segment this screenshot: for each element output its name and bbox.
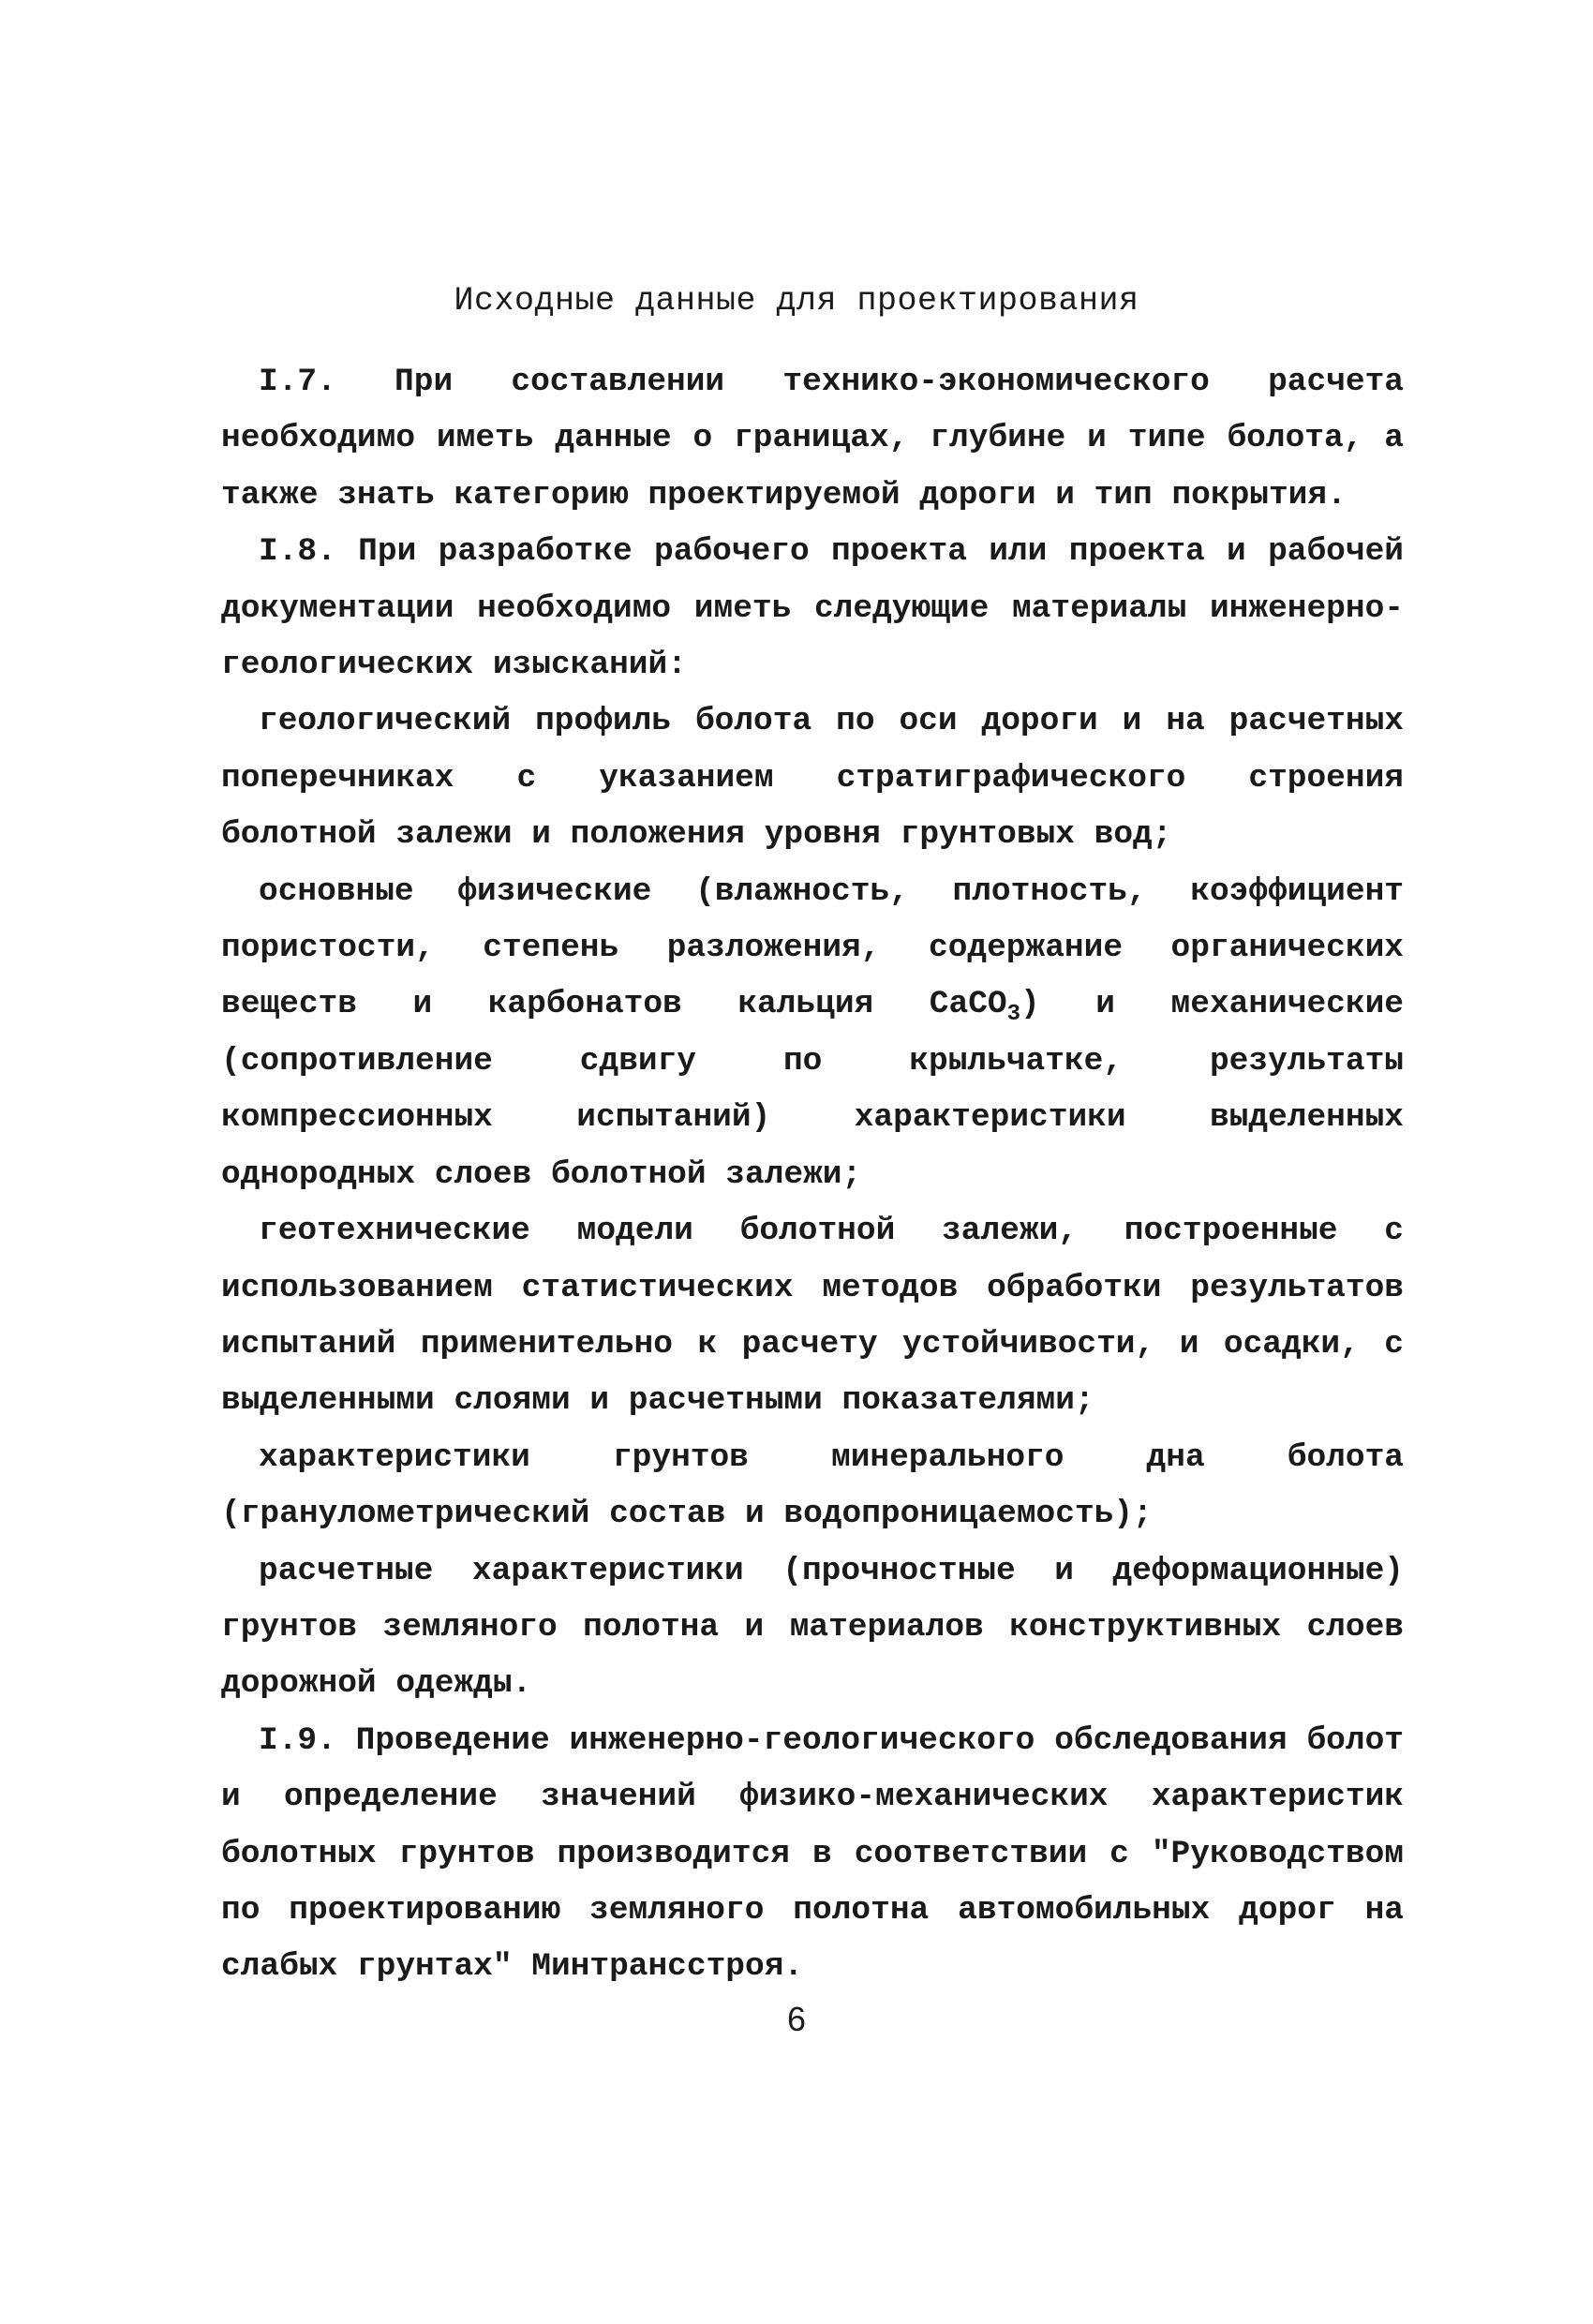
physical-text-after: ) и механические (сопротивление сдвигу по крыльчатке, результаты компрессионных испытаний) характеристики выделенных однородных слоев болотной залежи;	[221, 986, 1404, 1193]
document-body	[221, 354, 1404, 1996]
paragraph-1-9: I.9. Проведение инженерно-геологического обследования болот и определение значений физико-механических характеристик болотных грунтов производится в соответствии с "Руководством по проектированию земляного полотна автомобильных дорог на слабых грунтах" Минтрансстроя.	[221, 1721, 1404, 1986]
list-item-physical-characteristics	[221, 864, 1404, 1203]
list-item-geological-profile: геологический профиль болота по оси дороги и на расчетных поперечниках с указанием стратиграфического строения болотной залежи и положения уровня грунтовых вод;	[221, 703, 1404, 854]
paragraph-1-8: I.8. При разработке рабочего проекта или проекта и рабочей документации необходимо иметь следующие материалы инженерно-геологических изысканий:	[221, 533, 1404, 684]
list-item-design-characteristics: расчетные характеристики (прочностные и деформационные) грунтов земляного полотна и материалов конструктивных слоев дорожной одежды.	[221, 1552, 1404, 1703]
formula-subscript: 3	[1006, 1002, 1021, 1028]
page-number: 6	[786, 2000, 807, 2038]
physical-text-before: основные физические (влажность, плотность, коэффициент пористости, степень разложения, содержание органических веществ и карбонатов кальция	[221, 872, 1404, 1023]
section-heading: Исходные данные для проектирования	[454, 282, 1139, 320]
list-item-mineral-bottom: характеристики грунтов минерального дна болота (гранулометрический состав и водопроницаемость);	[221, 1438, 1404, 1533]
chemical-formula	[929, 986, 1021, 1028]
paragraph-1-7: I.7. При составлении технико-экономического расчета необходимо иметь данные о границах, глубине и типе болота, а также знать категорию проектируемой дороги и тип покрытия.	[221, 364, 1404, 514]
formula-base: CaCO	[929, 986, 1007, 1023]
list-item-geotechnical-models: геотехнические модели болотной залежи, построенные с использованием статистических методов обработки результатов испытаний применительно к расчету устойчивости, и осадки, с выделенными слоями и расчетными показателями;	[221, 1213, 1404, 1420]
